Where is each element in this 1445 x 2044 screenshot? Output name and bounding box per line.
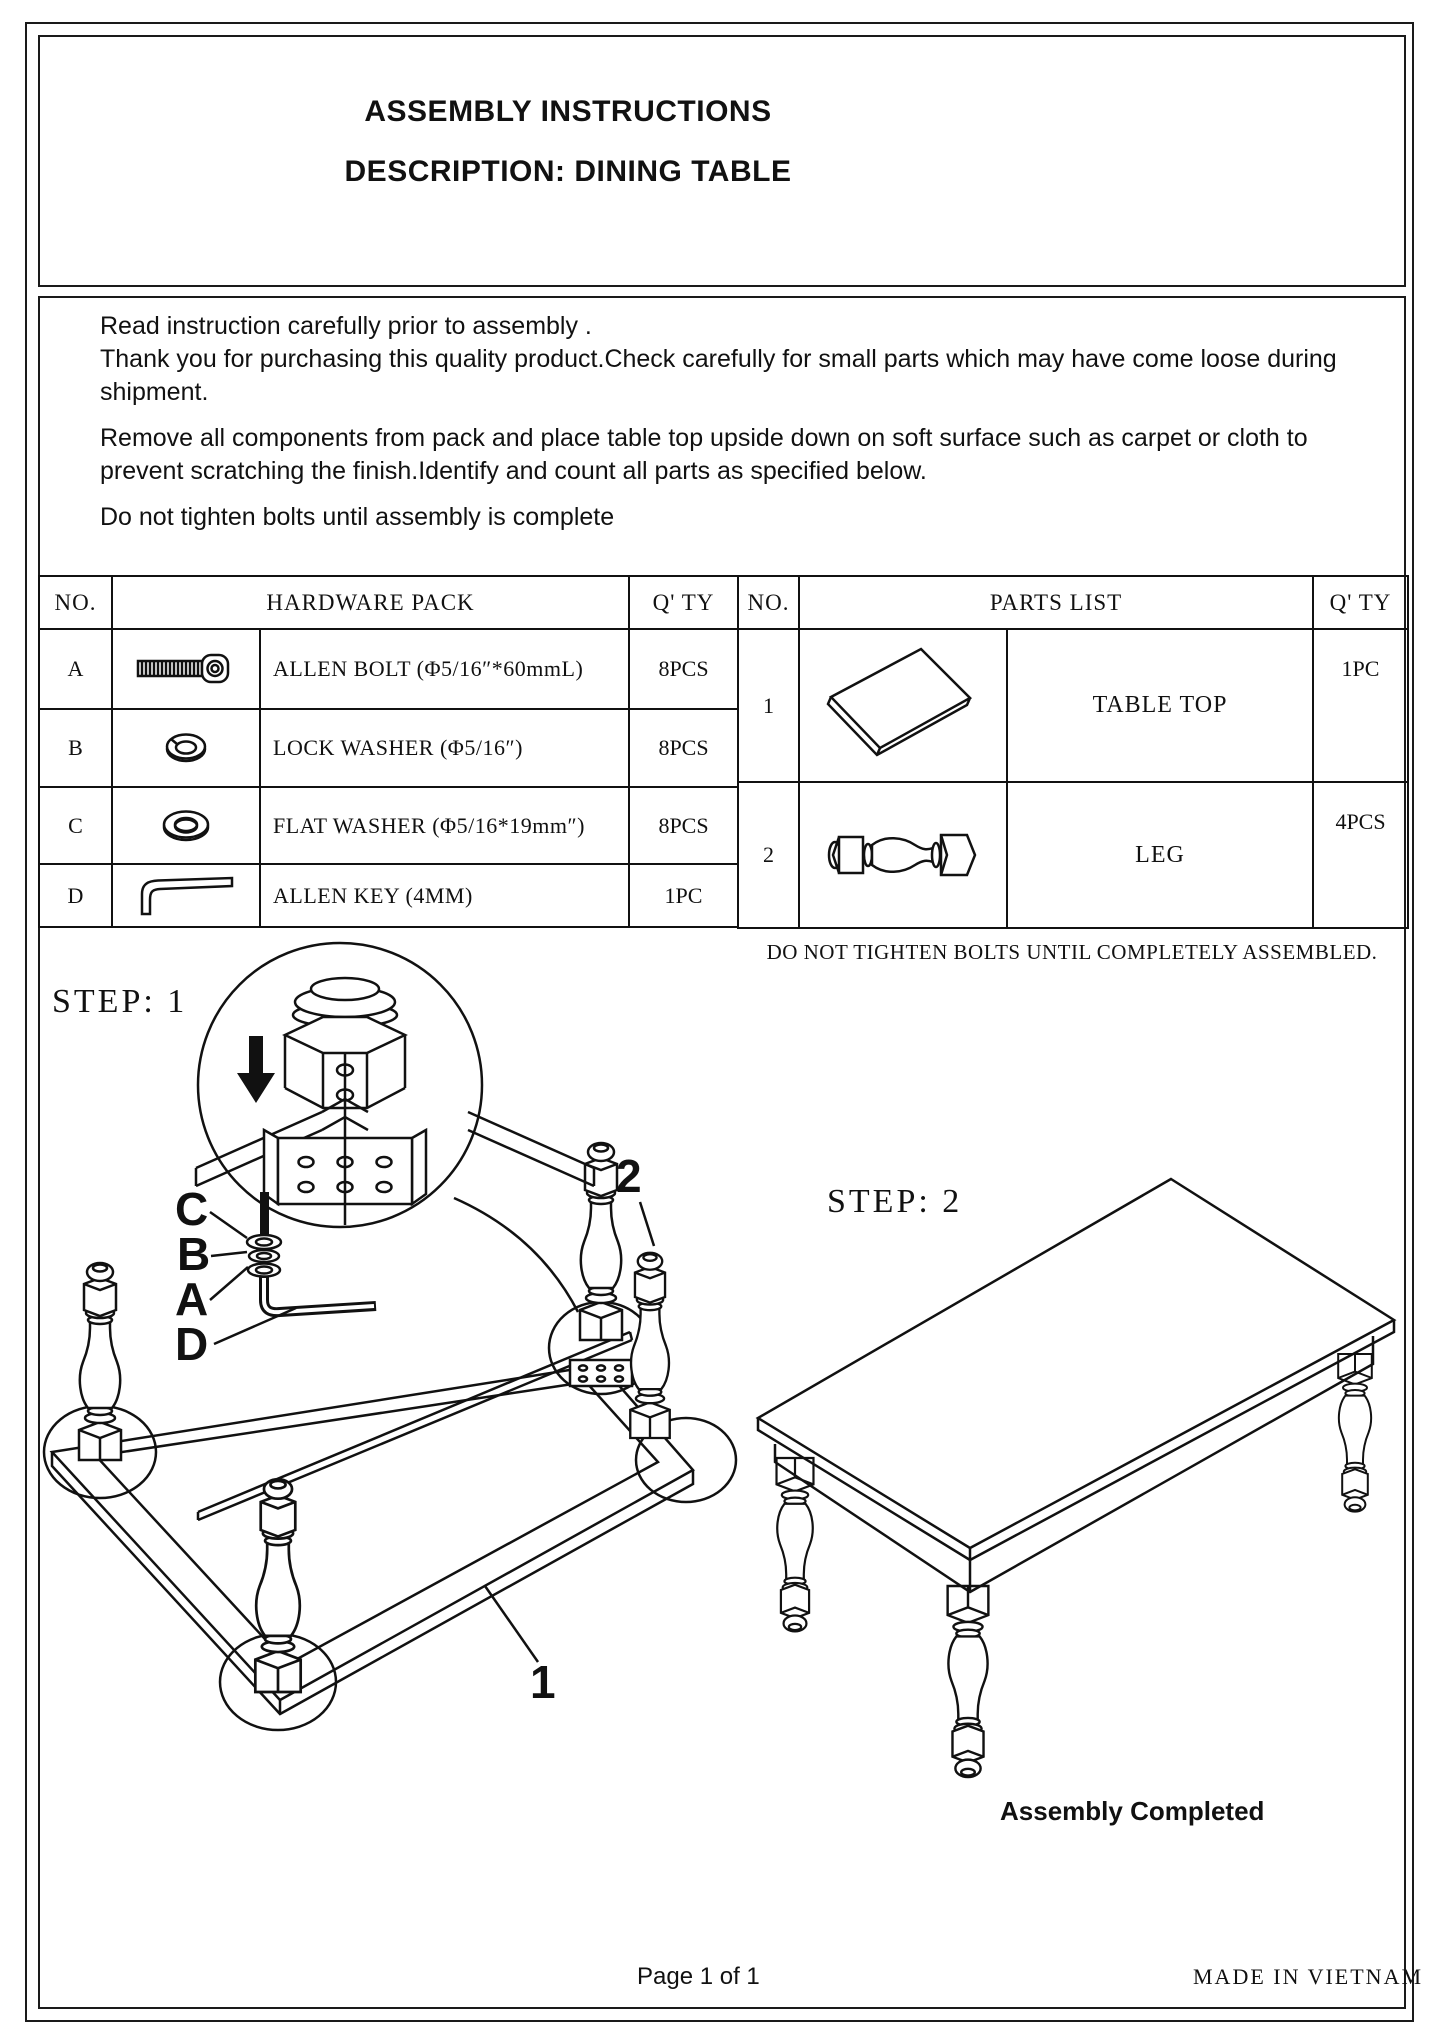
hardware-desc: FLAT WASHER (Φ5/16*19mm″) <box>260 787 629 864</box>
leg-icon <box>799 782 1007 928</box>
label-washer-b: B <box>177 1228 211 1280</box>
page-title: ASSEMBLY INSTRUCTIONS <box>364 95 772 128</box>
parts-qty: 1PC <box>1313 629 1408 782</box>
parts-header-row <box>738 576 1408 629</box>
parts-no: 2 <box>738 782 799 928</box>
intro-line-4: Do not tighten bolts until assembly is complete <box>100 503 615 531</box>
table-leg <box>79 1263 121 1460</box>
parts-list-table <box>737 575 1409 929</box>
intro-line-1: Read instruction carefully prior to assembly . <box>100 312 592 340</box>
intro-text <box>100 310 1362 534</box>
step1-table-frame <box>52 1332 693 1714</box>
allen-key-icon <box>112 864 260 927</box>
title-block <box>38 95 1098 189</box>
hardware-qty: 1PC <box>629 864 738 927</box>
hardware-desc: LOCK WASHER (Φ5/16″) <box>260 709 629 787</box>
table-top-icon <box>799 629 1007 782</box>
corner-bracket <box>570 1360 632 1386</box>
hardware-qty: 8PCS <box>629 629 738 709</box>
parts-qty: 4PCS <box>1313 782 1408 928</box>
lock-washer-icon <box>112 709 260 787</box>
intro-line-3: Remove all components from pack and place table top upside down on soft surface such as carpet or cloth to prevent scratching the finish.Identify and count all parts as specified below. <box>100 424 1308 485</box>
table-leg <box>948 1586 989 1777</box>
label-leader-lines <box>210 1212 296 1344</box>
hardware-qty: 8PCS <box>629 787 738 864</box>
table-row <box>39 709 738 787</box>
page-number: Page 1 of 1 <box>637 1963 760 1990</box>
hardware-no: C <box>39 787 112 864</box>
table-row <box>738 629 1408 782</box>
flat-washer-icon <box>112 787 260 864</box>
table-leg <box>1338 1354 1372 1512</box>
parts-col-no: NO. <box>738 576 799 629</box>
label-washer-c: C <box>175 1183 209 1235</box>
callout-leg-2: 2 <box>616 1150 642 1202</box>
magnifier-connector-line <box>454 1198 578 1312</box>
hardware-pack-table <box>38 575 739 928</box>
hardware-col-no: NO. <box>39 576 112 629</box>
callout-leader <box>640 1202 654 1246</box>
parts-col-name: PARTS LIST <box>799 576 1313 629</box>
table-leg <box>255 1479 300 1692</box>
step1-diagram <box>38 940 738 1785</box>
table-row <box>39 787 738 864</box>
step1-magnifier-detail <box>196 943 594 1227</box>
callout-tabletop-1: 1 <box>530 1656 556 1708</box>
made-in-label: MADE IN VIETNAM <box>1193 1964 1424 1989</box>
hardware-no: A <box>39 629 112 709</box>
hardware-desc: ALLEN KEY (4MM) <box>260 864 629 927</box>
table-row <box>738 782 1408 928</box>
label-key-d: D <box>175 1318 209 1370</box>
table-row <box>39 864 738 927</box>
hardware-col-name: HARDWARE PACK <box>112 576 629 629</box>
assembled-table <box>758 1179 1394 1777</box>
hardware-header-row <box>39 576 738 629</box>
label-bolt-a: A <box>175 1273 209 1325</box>
allen-bolt-icon <box>112 629 260 709</box>
table-row <box>39 629 738 709</box>
parts-no: 1 <box>738 629 799 782</box>
callout-leader <box>485 1586 538 1662</box>
hardware-desc: ALLEN BOLT (Φ5/16″*60mmL) <box>260 629 629 709</box>
intro-line-2: Thank you for purchasing this quality product.Check carefully for small parts which may have come loose during shipment. <box>100 345 1337 406</box>
assembly-completed-caption: Assembly Completed <box>1000 1796 1265 1826</box>
page-subtitle: DESCRIPTION: DINING TABLE <box>344 155 792 188</box>
hardware-no: B <box>39 709 112 787</box>
warning-note: DO NOT TIGHTEN BOLTS UNTIL COMPLETELY ASSEMBLED. <box>766 940 1378 964</box>
step2-label: STEP: 2 <box>827 1183 963 1220</box>
parts-desc: LEG <box>1007 782 1313 928</box>
parts-col-qty: Q' TY <box>1313 576 1408 629</box>
step1-label: STEP: 1 <box>52 983 188 1020</box>
parts-desc: TABLE TOP <box>1007 629 1313 782</box>
hardware-no: D <box>39 864 112 927</box>
hardware-qty: 8PCS <box>629 709 738 787</box>
step2-diagram <box>755 1160 1410 1805</box>
table-leg-detached <box>630 1253 669 1438</box>
hardware-col-qty: Q' TY <box>629 576 738 629</box>
